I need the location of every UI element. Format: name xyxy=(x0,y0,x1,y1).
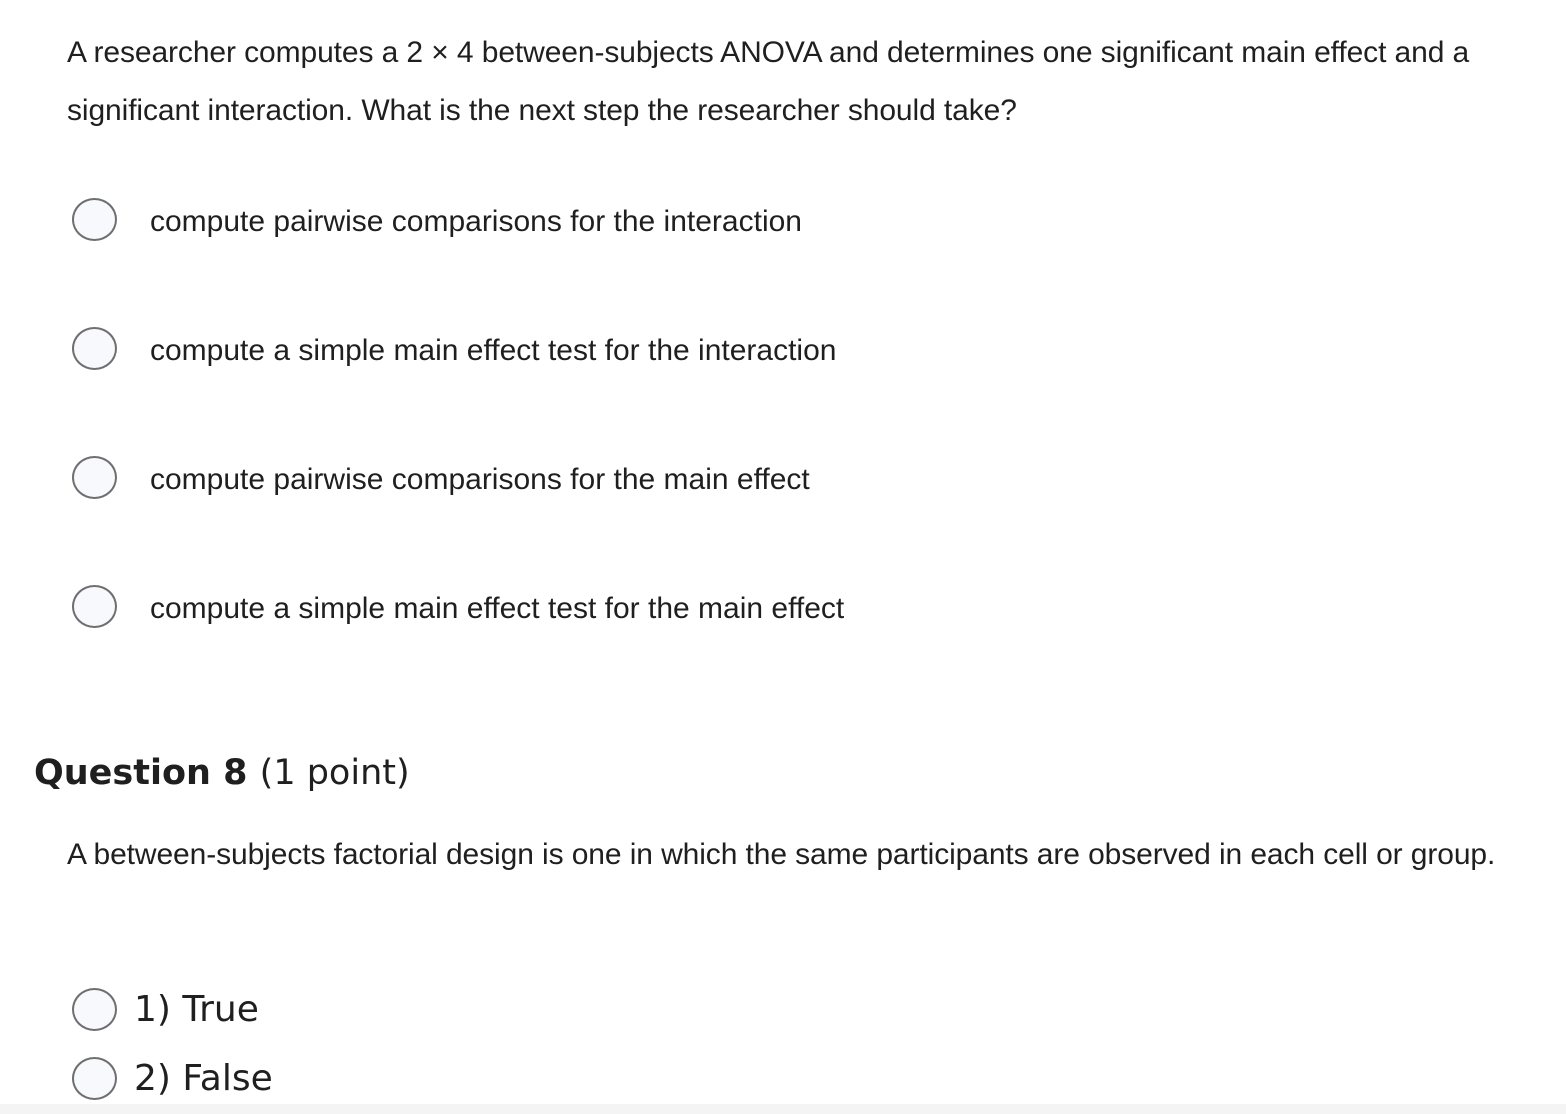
radio-button[interactable] xyxy=(72,1057,117,1100)
q7-option-1-label[interactable]: compute pairwise comparisons for the interaction xyxy=(150,205,802,238)
q7-option-2-label[interactable]: compute a simple main effect test for the interaction xyxy=(150,334,837,367)
question-8-heading xyxy=(34,750,410,796)
question-8-title: Question 8 xyxy=(34,753,248,793)
question-7-text: A researcher computes a 2 × 4 between-subjects ANOVA and determines one significant main effect and a significant interaction. What is the next step the researcher should take? xyxy=(67,36,1470,127)
q8-option-true-label[interactable]: 1) True xyxy=(134,989,259,1030)
radio-button[interactable] xyxy=(72,456,117,499)
page-bottom-edge xyxy=(0,1104,1566,1114)
question-8-points: (1 point) xyxy=(259,753,410,793)
question-8-text: A between-subjects factorial design is one in which the same participants are observed in each cell or group. xyxy=(67,838,1496,871)
radio-button[interactable] xyxy=(72,327,117,370)
radio-button[interactable] xyxy=(72,585,117,628)
radio-button[interactable] xyxy=(72,198,117,241)
q8-option-false-label[interactable]: 2) False xyxy=(134,1058,273,1099)
radio-button[interactable] xyxy=(72,988,117,1031)
q7-option-3-label[interactable]: compute pairwise comparisons for the main effect xyxy=(150,463,810,496)
q7-option-4-label[interactable]: compute a simple main effect test for the main effect xyxy=(150,592,845,625)
